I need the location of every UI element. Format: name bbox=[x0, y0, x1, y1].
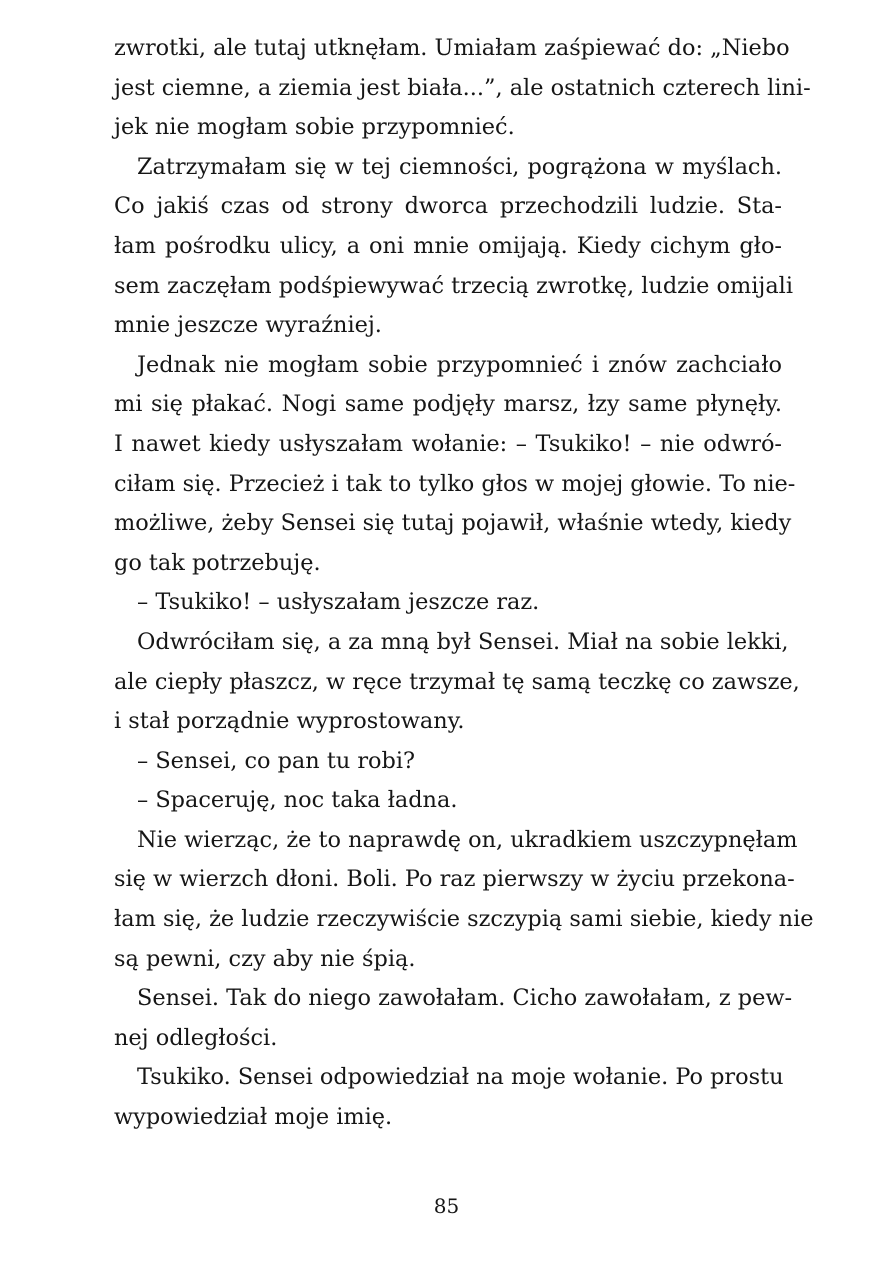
text-line: możliwe, żeby Sensei się tutaj pojawił, właśnie wtedy, kiedy bbox=[114, 510, 792, 537]
text-line: – Spaceruję, noc taka ładna. bbox=[137, 787, 458, 814]
body-text bbox=[114, 29, 814, 1138]
text-line: nej odległości. bbox=[114, 1024, 278, 1051]
text-line: go tak potrzebuję. bbox=[114, 549, 321, 576]
text-line: Nie wierząc, że to naprawdę on, ukradkiem uszczypnęłam bbox=[137, 826, 798, 853]
text-line: sem zaczęłam podśpiewywać trzecią zwrotkę, ludzie omijali bbox=[114, 272, 793, 299]
text-line: się w wierzch dłoni. Boli. Po raz pierwszy w życiu przekona- bbox=[114, 866, 795, 893]
text-line: – Tsukiko! – usłyszałam jeszcze raz. bbox=[137, 589, 540, 616]
text-line: wypowiedział moje imię. bbox=[114, 1104, 393, 1131]
text-line: Zatrzymałam się w tej ciemności, pogrążona w myślach. bbox=[137, 153, 782, 180]
text-line: i stał porządnie wyprostowany. bbox=[114, 708, 465, 735]
text-line: jest ciemne, a ziemia jest biała...”, ale ostatnich czterech lini- bbox=[114, 74, 811, 101]
text-line: mnie jeszcze wyraźniej. bbox=[114, 312, 382, 339]
text-line: Jednak nie mogłam sobie przypomnieć i znów zachciało bbox=[137, 351, 782, 378]
text-line: ale ciepły płaszcz, w ręce trzymał tę samą teczkę co zawsze, bbox=[114, 668, 800, 695]
text-line: ciłam się. Przecież i tak to tylko głos w mojej głowie. To nie- bbox=[114, 470, 796, 497]
text-line: Tsukiko. Sensei odpowiedział na moje wołanie. Po prostu bbox=[137, 1064, 784, 1091]
text-line: – Sensei, co pan tu robi? bbox=[137, 747, 416, 774]
text-line: Co jakiś czas od strony dworca przechodzili ludzie. Sta- bbox=[114, 193, 782, 220]
text-line: Sensei. Tak do niego zawołałam. Cicho zawołałam, z pew- bbox=[137, 985, 793, 1012]
text-line: jek nie mogłam sobie przypomnieć. bbox=[114, 114, 515, 141]
page-number: 85 bbox=[433, 1194, 460, 1218]
text-line: Odwróciłam się, a za mną był Sensei. Miał na sobie lekki, bbox=[137, 628, 789, 655]
text-line: łam pośrodku ulicy, a oni mnie omijają. Kiedy cichym gło- bbox=[114, 232, 782, 259]
text-line: I nawet kiedy usłyszałam wołanie: – Tsukiko! – nie odwró- bbox=[114, 430, 782, 457]
text-line: mi się płakać. Nogi same podjęły marsz, łzy same płynęły. bbox=[114, 391, 782, 418]
text-line: zwrotki, ale tutaj utknęłam. Umiałam zaśpiewać do: „Niebo bbox=[114, 35, 790, 61]
text-line: są pewni, czy aby nie śpią. bbox=[114, 945, 416, 972]
text-line: łam się, że ludzie rzeczywiście szczypią sami siebie, kiedy nie bbox=[114, 906, 814, 933]
